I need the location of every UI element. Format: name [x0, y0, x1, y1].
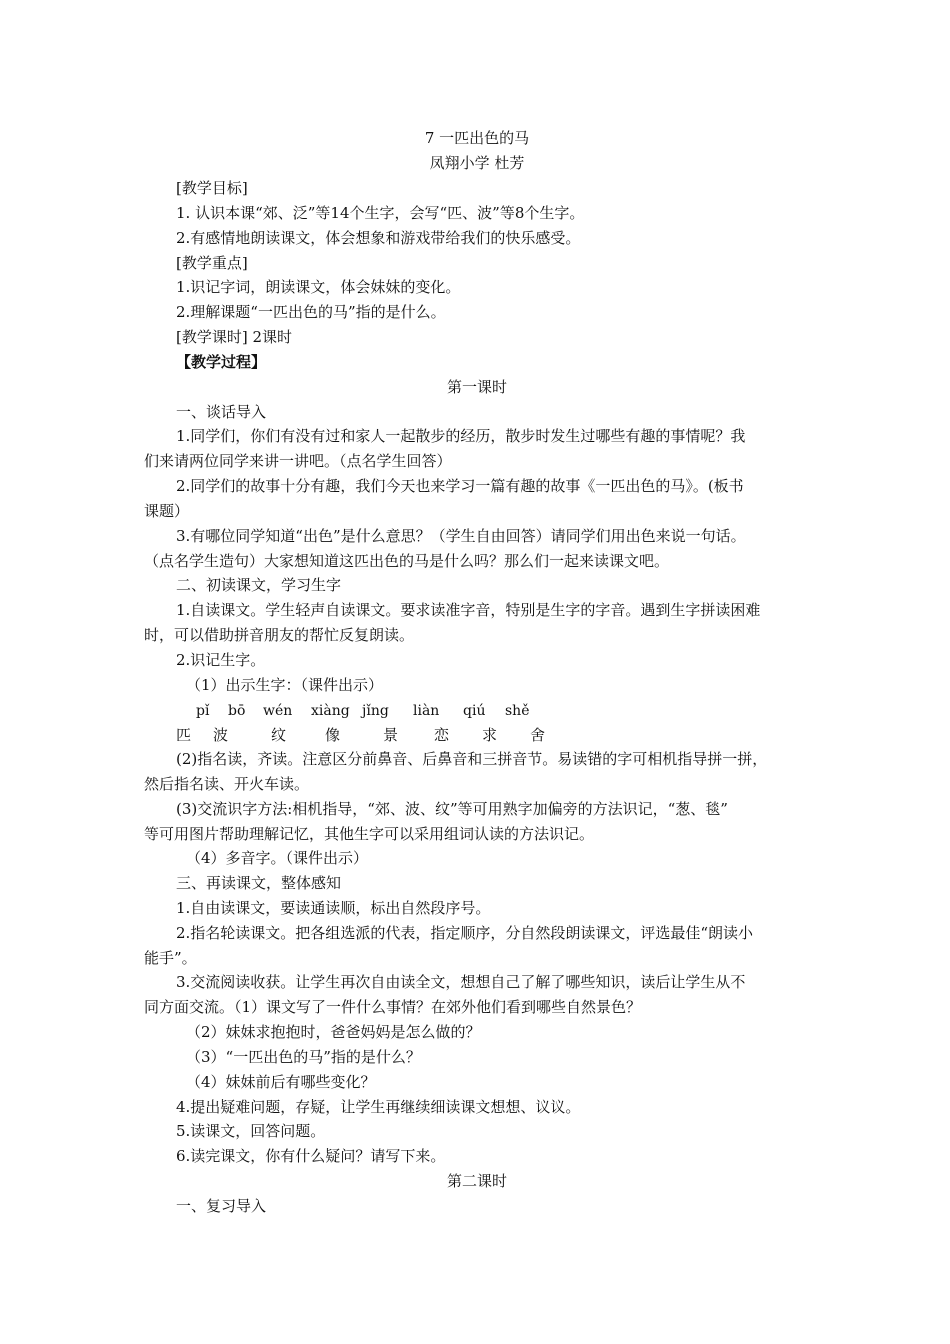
paragraph-line: 然后指名读、开火车读。 — [144, 775, 310, 793]
focus-item-2: 2.理解课题“一匹出色的马”指的是什么。 — [176, 303, 446, 321]
paragraph-line: (3)交流识字方法:相机指导，“郊、波、纹”等可用熟字加偏旁的方法识记，“葱、毯” — [176, 800, 728, 818]
paragraph-line: （1）出示生字：（课件出示） — [186, 676, 384, 694]
paragraph-line: (2)指名读，齐读。注意区分前鼻音、后鼻音和三拼音节。易读错的字可相机指导拼一拼， — [176, 750, 768, 768]
pinyin-item: shě — [505, 703, 530, 719]
new-character: 匹 — [176, 726, 192, 744]
paragraph-line: 2.识记生字。 — [176, 651, 266, 669]
paragraph-line: 1.自由读课文，要读通读顺，标出自然段序号。 — [176, 899, 491, 917]
new-character: 像 — [325, 726, 341, 744]
new-character: 恋 — [434, 726, 450, 744]
paragraph-line: 1.自读课文。学生轻声自读课文。要求读准字音，特别是生字的字音。遇到生字拼读困难 — [176, 601, 761, 619]
new-character: 舍 — [530, 726, 546, 744]
section-heading: 二、初读课文，学习生字 — [176, 576, 342, 594]
section-heading: 一、复习导入 — [176, 1197, 267, 1215]
lesson-title: 7 一匹出色的马 — [424, 129, 530, 147]
pinyin-item: pǐ — [196, 703, 210, 719]
paragraph-line: 时，可以借助拼音朋友的帮忙反复朗读。 — [144, 626, 415, 644]
goal-item-2: 2.有感情地朗读课文，体会想象和游戏带给我们的快乐感受。 — [176, 229, 581, 247]
paragraph-line: 等可用图片帮助理解记忆，其他生字可以采用组词认读的方法识记。 — [144, 825, 595, 843]
author-line: 凤翔小学 杜芳 — [429, 154, 525, 172]
focus-item-1: 1.识记字词，朗读课文，体会妹妹的变化。 — [176, 278, 461, 296]
pinyin-item: jǐng — [362, 703, 389, 719]
pinyin-item: bō — [228, 703, 246, 719]
lesson2-title: 第二课时 — [446, 1172, 507, 1190]
new-character: 景 — [383, 726, 399, 744]
paragraph-line: 3.交流阅读收获。让学生再次自由读全文，想想自己了解了哪些知识，读后让学生从不 — [176, 973, 746, 991]
section-heading: 一、谈话导入 — [176, 403, 267, 421]
new-character: 求 — [482, 726, 498, 744]
paragraph-line: 2.指名轮读课文。把各组选派的代表，指定顺序，分自然段朗读课文，评选最佳“朗读小 — [176, 924, 753, 942]
lesson1-title: 第一课时 — [446, 378, 507, 396]
pinyin-item: liàn — [413, 703, 440, 719]
paragraph-line: 3.有哪位同学知道“出色”是什么意思？（学生自由回答）请同学们用出色来说一句话。 — [176, 527, 746, 545]
goal-item-1: 1. 认识本课“郊、泛”等14个生字，会写“匹、波”等8个生字。 — [176, 204, 585, 222]
paragraph-line: 2.同学们的故事十分有趣，我们今天也来学习一篇有趣的故事《一匹出色的马》。(板书 — [176, 477, 744, 495]
new-character: 纹 — [271, 726, 287, 744]
pinyin-item: qiú — [463, 703, 486, 719]
focus-heading: [教学重点] — [176, 254, 248, 272]
paragraph-line: （4）多音字。（课件出示） — [186, 849, 369, 867]
paragraph-line: （2）妹妹求抱抱时，爸爸妈妈是怎么做的？ — [186, 1023, 481, 1041]
new-character: 波 — [213, 726, 229, 744]
paragraph-line: 同方面交流。（1）课文写了一件什么事情？在郊外他们看到哪些自然景色？ — [144, 998, 642, 1016]
paragraph-line: 6.读完课文，你有什么疑问？请写下来。 — [176, 1147, 446, 1165]
paragraph-line: 5.读课文，回答问题。 — [176, 1122, 326, 1140]
paragraph-line: 们来请两位同学来讲一讲吧。（点名学生回答） — [144, 452, 452, 470]
paragraph-line: 4.提出疑难问题，存疑，让学生再继续细读课文想想、议议。 — [176, 1098, 581, 1116]
process-heading: 【教学过程】 — [176, 353, 267, 371]
pinyin-item: wén — [263, 703, 293, 719]
goals-heading: [教学目标] — [176, 179, 248, 197]
pinyin-item: xiàng — [311, 703, 350, 719]
paragraph-line: 1.同学们，你们有没有过和家人一起散步的经历，散步时发生过哪些有趣的事情呢？我 — [176, 427, 746, 445]
paragraph-line: （4）妹妹前后有哪些变化？ — [186, 1073, 376, 1091]
section-heading: 三、再读课文，整体感知 — [176, 874, 342, 892]
paragraph-line: 课题） — [144, 502, 190, 520]
paragraph-line: （3）“一匹出色的马”指的是什么？ — [186, 1048, 421, 1066]
characters-row — [0, 725, 950, 745]
teaching-hours: [教学课时] 2课时 — [176, 328, 293, 346]
paragraph-line: （点名学生造句）大家想知道这匹出色的马是什么吗？那么们一起来读课文吧。 — [144, 552, 670, 570]
pinyin-row — [0, 701, 950, 721]
paragraph-line: 能手”。 — [144, 949, 197, 967]
